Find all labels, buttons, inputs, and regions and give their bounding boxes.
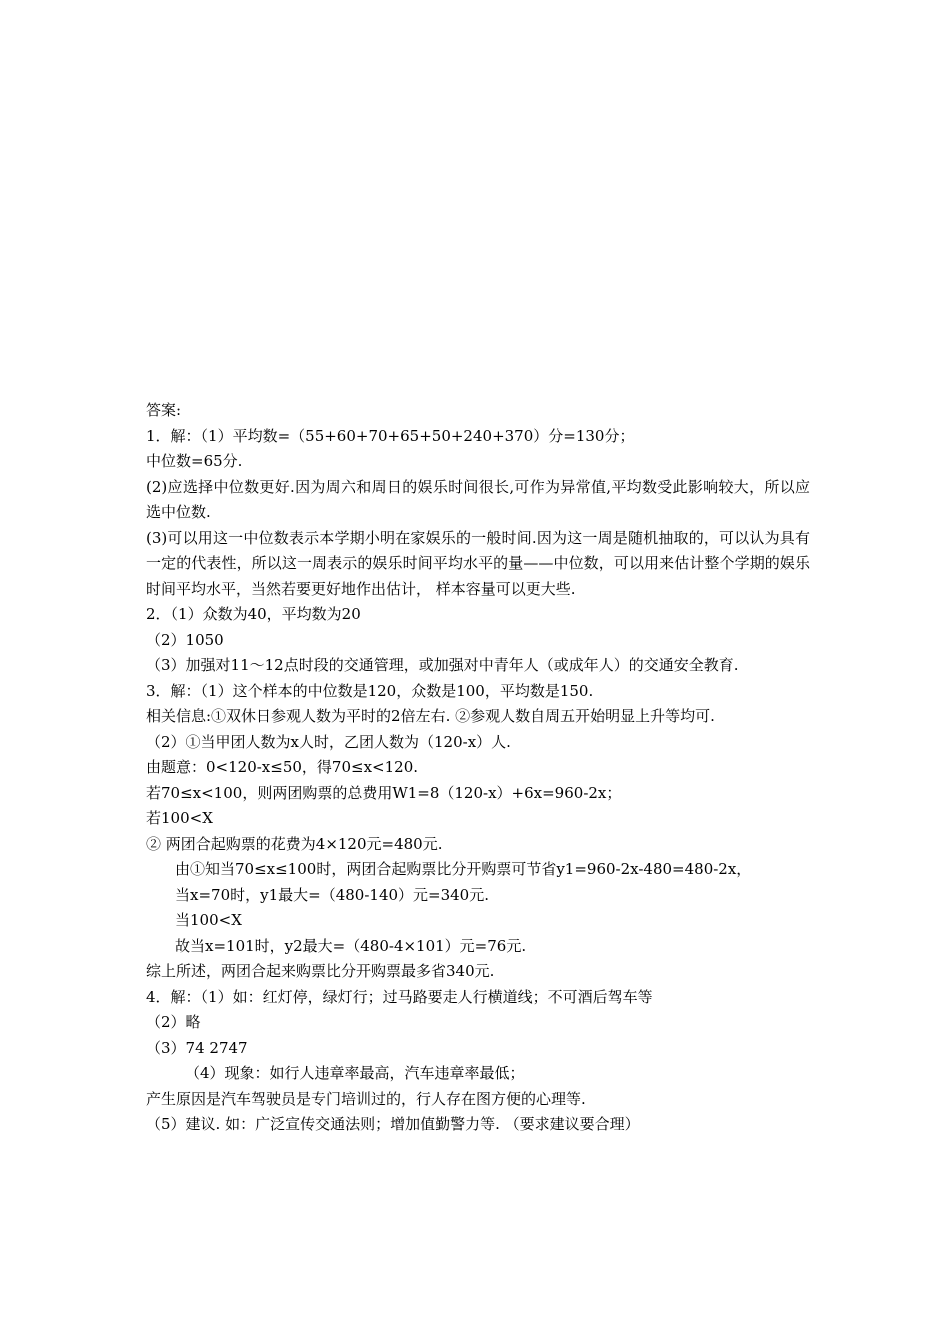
answer-4-reason: 产生原因是汽车驾驶员是专门培训过的，行人存在图方便的心理等. bbox=[146, 1089, 586, 1108]
answer-4-part5: （5）建议. 如：广泛宣传交通法则；增加值勤警力等. （要求建议要合理） bbox=[146, 1115, 640, 1133]
answer-2-part1: 2．（1）众数为40，平均数为20 bbox=[146, 605, 361, 623]
answer-1-median: 中位数=65分. bbox=[146, 452, 243, 470]
answer-3-condition: 由题意：0<120-x≤50，得70≤x<120. bbox=[146, 758, 419, 776]
answer-3-combined-cost: ② 两团合起购票的花费为4×120元=480元. bbox=[146, 834, 443, 853]
answer-3-conclusion: 综上所述，两团合起来购票比分开购票最多省340元. bbox=[146, 962, 495, 980]
answer-1-part2: (2)应选择中位数更好.因为周六和周日的娱乐时间很长,可作为异常值,平均数受此影响较大，所以应选中位数. bbox=[146, 477, 810, 521]
answer-4-part3: （3）74 2747 bbox=[146, 1038, 248, 1057]
answer-3-info: 相关信息:①双休日参观人数为平时的2倍左右. ②参观人数自周五开始明显上升等均可. bbox=[146, 707, 715, 725]
answer-4-part2: （2）略 bbox=[146, 1013, 201, 1031]
answer-3-case1: 若70≤x<100，则两团购票的总费用W1=8（120-x）+6x=960-2x； bbox=[146, 783, 622, 802]
answer-heading: 答案: bbox=[146, 401, 182, 419]
answer-3-saving-1: 由①知当70≤x≤100时，两团合起购票比分开购票可节省y1=960-2x-480=480-2x， bbox=[175, 860, 752, 878]
answer-section bbox=[146, 398, 810, 1138]
answer-3-part2-a: （2）①当甲团人数为x人时，乙团人数为（120-x）人. bbox=[146, 732, 511, 751]
answer-4-part4: （4）现象：如行人违章率最高，汽车违章率最低； bbox=[185, 1064, 525, 1082]
answer-2-part3: （3）加强对11～12点时段的交通管理，或加强对中青年人（或成年人）的交通安全教育. bbox=[146, 656, 739, 674]
answer-2-part2: （2）1050 bbox=[146, 630, 224, 649]
answer-3-max-1: 当x=70时，y1最大=（480-140）元=340元. bbox=[175, 885, 489, 904]
answer-1-mean: 1．解：（1）平均数=（55+60+70+65+50+240+370）分=130分； bbox=[146, 426, 635, 445]
answer-3-case3: 当100<X bbox=[175, 911, 242, 929]
answer-1-part3: (3)可以用这一中位数表示本学期小明在家娱乐的一般时间.因为这一周是随机抽取的，可以认为具有一定的代表性，所以这一周表示的娱乐时间平均水平的量——中位数，可以用来估计整个学期的娱乐时间平均水平，当然若要更好地作出估计， 样本容量可以更大些. bbox=[146, 528, 810, 598]
answer-4-part1: 4．解：（1）如：红灯停，绿灯行；过马路要走人行横道线；不可酒后驾车等 bbox=[146, 987, 653, 1006]
answer-3-case2: 若100<X bbox=[146, 809, 213, 827]
answer-3-part1: 3．解：（1）这个样本的中位数是120，众数是100，平均数是150. bbox=[146, 681, 594, 700]
answer-3-max-2: 故当x=101时，y2最大=（480-4×101）元=76元. bbox=[175, 936, 527, 955]
